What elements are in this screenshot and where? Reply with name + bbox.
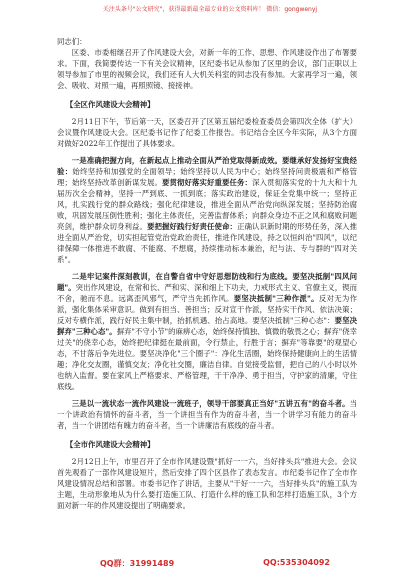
document-body [57,36,357,511]
point-1-body: 始终坚持和加强党的全面领导；始终坚持以人民为中心；始终坚持问责极震和严格管理；始终坚持改革创新谋发展。 [57,167,357,187]
point-3-lead: 三是以一流状态一流作风建设一流班子，领导干部要真正当好"五讲五有"的奋斗者。 [71,399,350,408]
point-2-body: 突出作风建设，在常和长、严和实、深和细上下功夫，力戒形式主义、官僚主义，锲而不舍，驰而不息。远离歪风邪气，严守当先抓作风。 [57,283,357,303]
point-2-body3: 摒弃"不守小节"的麻痹心态，始终保持慎独、慎微的敬畏之心；摒弃"侥幸过关"的侥幸心态，始终把纪律挺在最前面，令行禁止，行胜于言；摒弃"等靠要"的观望心态，不甘落后争先进位。要坚决净化"三个圈子"：净化生活圈，始终保持健康向上的生活情趣；净化交友圈，谨慎交友；净化社交圈，廉洁自律。自觉接受监督，把自己的八小时以外也纳入监督。要在家风上严格要求、严格管理，干干净净、勇于担当，守护家的清廉，守住底线。 [57,327,358,391]
point-2-lead2: 要坚决抵制"三种作派"。 [233,294,319,303]
point-1-body3: 正确认识新时期的形势任务，深入推进全面从严治党，切实担起管党治党政治责任，推进作风建设，持之以恒纠治"四风"，以纪律保障一体推进不敢腐、不能腐、不想腐，持续推动标本兼治，纪与法、专与群的"四对关系"。 [57,222,357,264]
point-2-body2: 反对无为作派，强化集体采审意识。做到有担当、善担当；反对宣干作派，坚持实干作风、依法决策；反对专横作派，践行好民主集中制，抬抓机遇、抬占高地。要坚决抵制"三种心态"： [57,294,357,325]
point-1-paragraph [57,155,357,265]
point-2-lead3: 要坚决摒弃"三种心态"。 [57,316,357,336]
footer-qq-group: QQ群：31991489 [100,559,175,568]
point-1-lead3: 要把握好践行好责任使命： [147,222,238,231]
district-meeting-paragraph: 2月11日下午，节后第一天，区委召开了区第五届纪委检查委员会第四次全体（扩大）会议暨作风建设大会。区纪委书记作了纪委工作报告。书记结合全区今年实际，从3个方面对做好2022年工作提出了具体要求。 [57,117,357,148]
point-1-lead2: 要贯彻好落实好重要任务： [162,178,253,187]
section-title-city: 【全市作风建设大会精神】 [65,440,155,449]
intro-paragraph: 区委、市委相继召开了作风建设大会，对新一年的工作、思想、作风建设作出了布署要求。下面，我简要传达一下有关会议精神，区纪委书记从参加了区里的会议，部门正职以上领导参加了市里的视频会议，我们还有人大机关科室的同志没有参加。大家再学习一遍，领会、吸收、对照一遍，再照照镜、接接神。 [57,48,357,90]
point-3-body: 当一个讲政治有情怀的奋斗者，当一个讲担当有作为的奋斗者，当一个讲学习有能力的奋斗者，当一个讲团结有魄力的奋斗者，当一个讲廉洁有底线的奋斗者。 [57,399,357,430]
greeting: 同志们： [57,37,87,46]
footer-contacts [100,558,330,569]
city-meeting-paragraph: 2月12日上午，市里召开了全市作风建设暨"抓好一一六，当好排头兵"推进大会。会议首先观看了一部作风建设短片，然后安排了四个区县作了表态发言。市纪委书记作了全市作风建设情况总结和部署。市委书记作了讲话，主要从"干好一一六，当好排头兵"的施工队为主题，生动形象地从为什么要打造施工队、打造什么样的施工队和怎样打造施工队，3个方面对新一年的作风建设提出了明确要求。 [57,457,357,510]
point-3-paragraph [57,398,357,431]
point-1-body2: 深入贯彻落实党的十九大和十九届历次全会精神，坚持一严到底、一抓到底；落实政治建设，保证全党集中统一；坚持正风，扎实践行党的群众路线；强化纪律建设，推进全面从严治党向纵深发展；坚持防治腐败，巩固发展压倒性胜利；强化主体责任，完善监督体系；向群众身边不正之风和腐败问题亮剑，维护群众切身利益。 [57,178,357,231]
point-2-lead: 二是牢记案件深刻教训，在自警自省中守好思想防线和行为底线。要坚决抵制"四风问题"。 [57,272,357,292]
section-title-district: 【全区作风建设大会精神】 [65,100,155,109]
footer-qq-number: QQ:535304092 [263,558,330,567]
point-1-lead: 一是准确把握方向，在新起点上推动全面从严治党取得新成效。要继承好发扬好宝贵经验： [57,156,357,176]
header-promo-text: 关注头条号"公文研究"，获得最新最全最专业的公文资料库！ 微信：gongwenyj [102,6,318,13]
point-2-paragraph [57,271,357,392]
header-banner [60,6,360,14]
